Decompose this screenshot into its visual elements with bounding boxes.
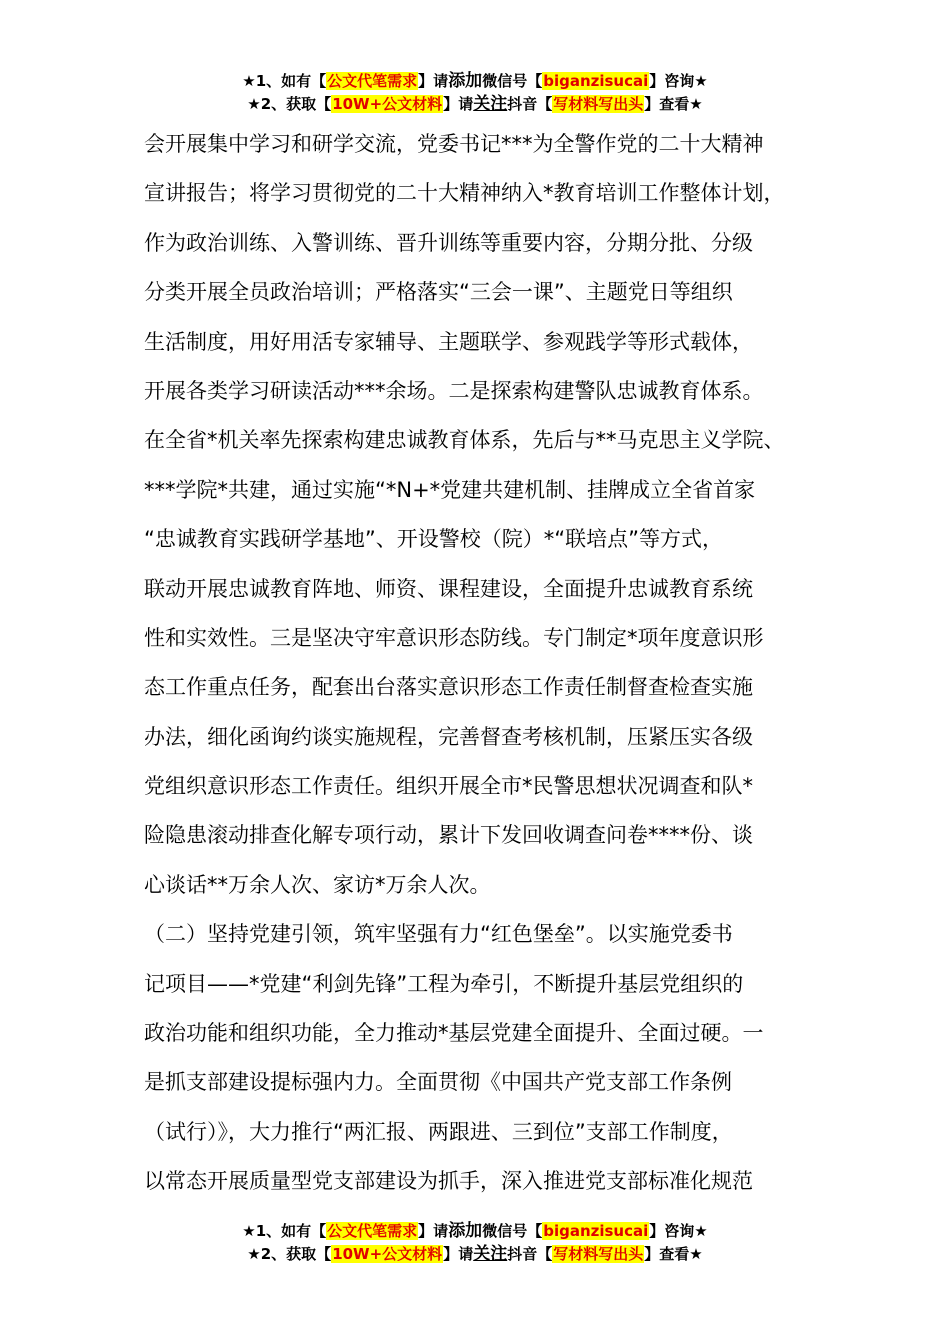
body-line: 以常态开展质量型党支部建设为抓手，深入推进党支部标准化规范 [144,1169,753,1194]
body-line: ***学院*共建，通过实施“*N+*党建共建机制、挂牌成立全省首家 [144,477,756,502]
body-line: 性和实效性。三是坚决守牢意识形态防线。专门制定*项年度意识形 [144,625,764,650]
document-body [144,120,834,1207]
highlight-douyin-account: 写材料写出头 [553,95,644,113]
header-banner [0,70,950,116]
body-line: 记项目——*党建“利剑先锋”工程为牵引，不断提升基层党组织的 [144,971,744,996]
highlight-service: 公文代笔需求 [327,1222,418,1240]
body-line: 政治功能和组织功能，全力推动*基层党建全面提升、全面过硬。一 [144,1021,764,1046]
body-line: “忠诚教育实践研学基地”、开设警校（院）*“联培点”等方式， [144,527,724,552]
body-line: 生活制度，用好用活专家辅导、主题联学、参观践学等形式载体， [144,329,753,354]
body-line: 分类开展全员政治培训；严格落实“三会一课”、主题党日等组织 [144,280,733,305]
highlight-materials: 10W+公文材料 [332,1245,443,1263]
banner-line-1: ★1、如有【公文代笔需求】请添加微信号【biganzisucai】咨询★ [242,1221,708,1241]
body-line: 态工作重点任务，配套出台落实意识形态工作责任制督查检查实施 [144,675,753,700]
body-line: （二）坚持党建引领，筑牢坚强有力“红色堡垒”。以实施党委书 [144,922,733,947]
body-line: 心谈话**万余人次、家访*万余人次。 [144,872,491,897]
banner-line-2: ★2、获取【10W+公文材料】请关注抖音【写材料写出头】查看★ [247,94,703,114]
body-line: 险隐患滚动排查化解专项行动，累计下发回收调查问卷****份、谈 [144,823,753,848]
highlight-service: 公文代笔需求 [327,72,418,90]
body-line: 宣讲报告；将学习贯彻党的二十大精神纳入*教育培训工作整体计划， [144,181,785,206]
highlight-materials: 10W+公文材料 [332,95,443,113]
body-line: 党组织意识形态工作责任。组织开展全市*民警思想状况调查和队* [144,774,753,799]
footer-banner [0,1220,950,1266]
highlight-wechat-id: biganzisucai [543,1222,649,1240]
body-line: 联动开展忠诚教育阵地、师资、课程建设，全面提升忠诚教育系统 [144,576,753,601]
banner-line-2: ★2、获取【10W+公文材料】请关注抖音【写材料写出头】查看★ [247,1244,703,1264]
body-line: 在全省*机关率先探索构建忠诚教育体系，先后与**马克思主义学院、 [144,428,785,453]
body-line: 会开展集中学习和研学交流，党委书记***为全警作党的二十大精神 [144,132,764,156]
body-line: （试行）》，大力推行“两汇报、两跟进、三到位”支部工作制度， [144,1119,733,1144]
body-line: 办法，细化函询约谈实施规程，完善督查考核机制，压紧压实各级 [144,724,753,749]
banner-line-1: ★1、如有【公文代笔需求】请添加微信号【biganzisucai】咨询★ [242,71,708,91]
body-line: 是抓支部建设提标强内力。全面贯彻《中国共产党支部工作条例 [144,1070,732,1095]
highlight-wechat-id: biganzisucai [543,72,649,90]
body-line: 作为政治训练、入警训练、晋升训练等重要内容，分期分批、分级 [144,230,753,255]
body-line: 开展各类学习研读活动***余场。二是探索构建警队忠诚教育体系。 [144,378,764,403]
highlight-douyin-account: 写材料写出头 [553,1245,644,1263]
